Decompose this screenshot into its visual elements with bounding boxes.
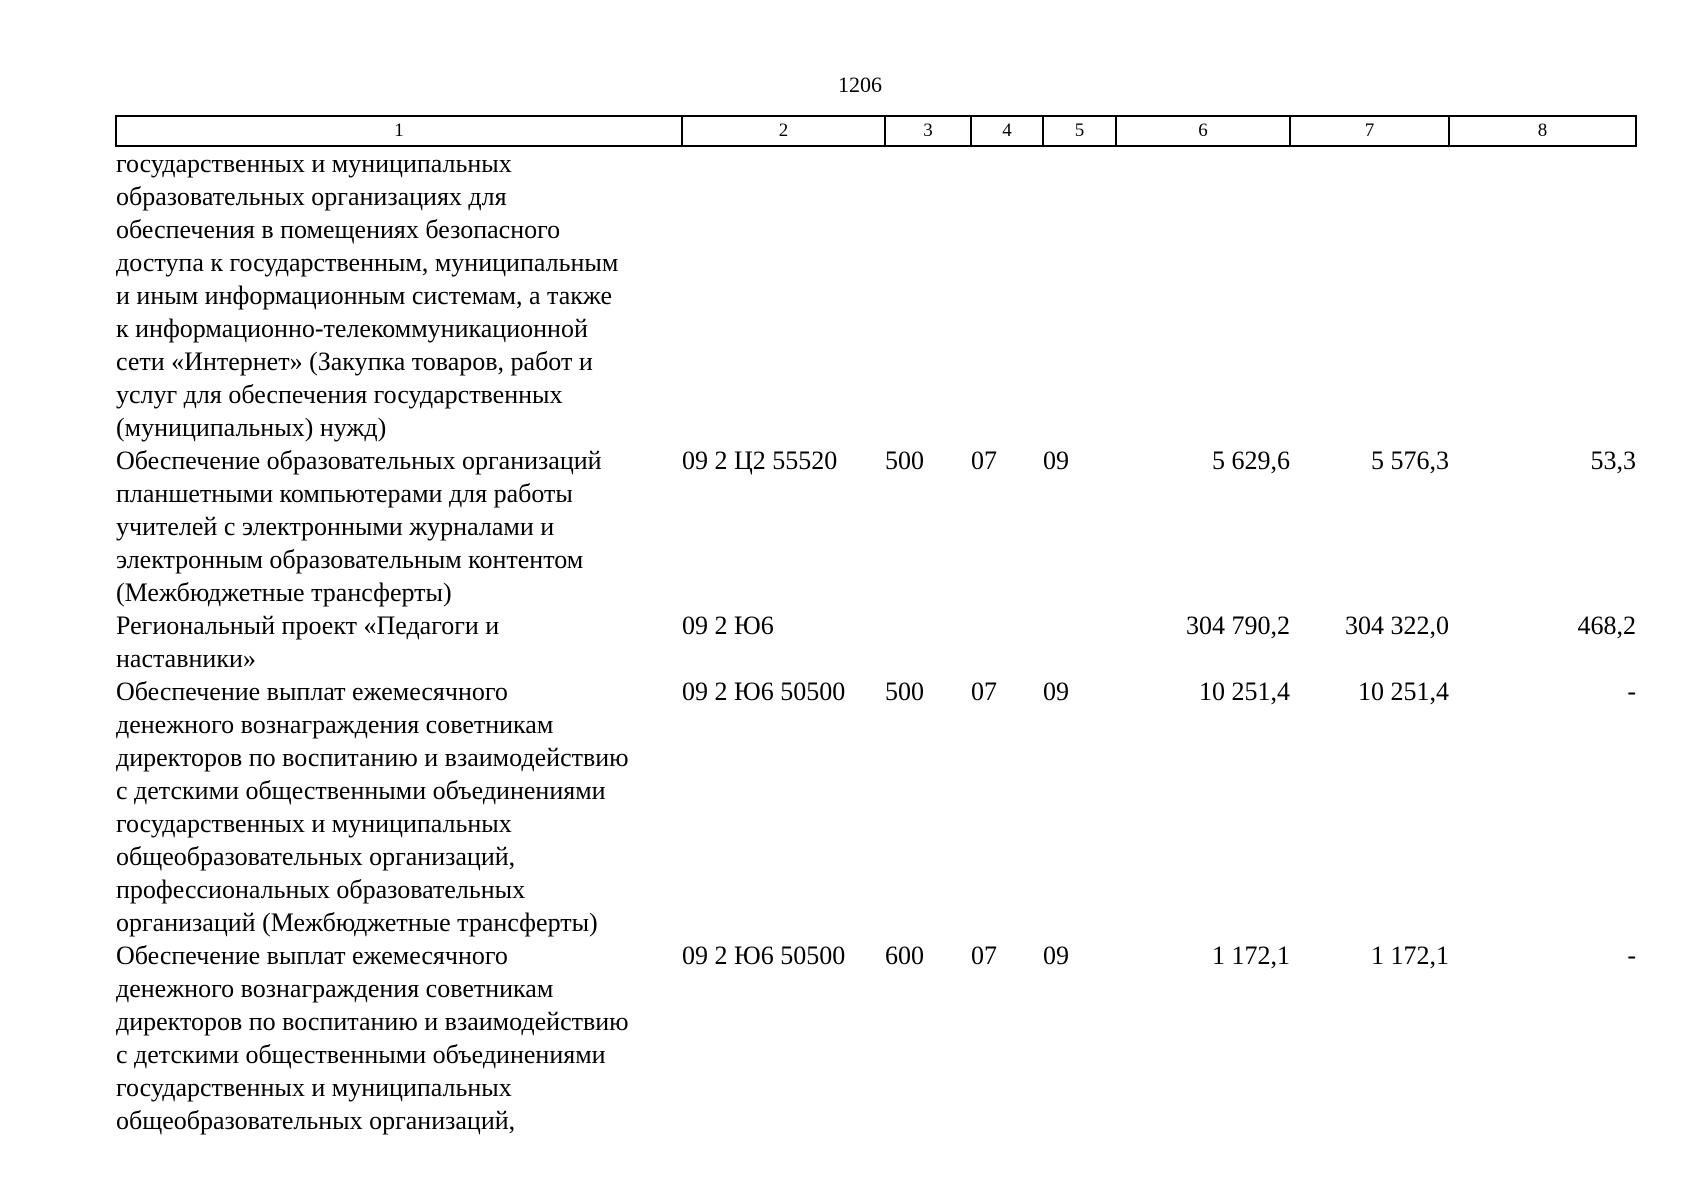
table-row xyxy=(116,939,1636,1137)
header-cell-col-3: 3 xyxy=(885,116,971,146)
cell-value-col-8: - xyxy=(1627,941,1636,970)
cell-expense-type: 600 xyxy=(885,941,924,970)
cell-description xyxy=(116,675,682,939)
cell-subsection xyxy=(1043,146,1116,444)
cell-value-col-6: 5 629,6 xyxy=(1212,446,1290,475)
cell-description xyxy=(116,146,682,444)
description-line: общеобразовательных организаций, xyxy=(116,842,516,871)
cell-section: 07 xyxy=(971,677,997,706)
description-line: сети «Интернет» (Закупка товаров, работ и xyxy=(116,347,593,376)
table-row xyxy=(116,609,1636,675)
description-line: профессиональных образовательных xyxy=(116,875,526,904)
cell-value-col-6: 1 172,1 xyxy=(1212,941,1290,970)
table-row xyxy=(116,444,1636,609)
cell-value-col-8: 53,3 xyxy=(1590,446,1636,475)
cell-value-col-6 xyxy=(1116,146,1290,444)
description-line: организаций (Межбюджетные трансферты) xyxy=(116,908,598,937)
header-row xyxy=(116,116,1636,146)
cell-expense-type xyxy=(885,609,971,675)
description-line: образовательных организациях для xyxy=(116,182,507,211)
description-line: с детскими общественными объединениями xyxy=(116,776,606,805)
cell-description xyxy=(116,444,682,609)
cell-expense-type: 500 xyxy=(885,446,924,475)
description-line: государственных и муниципальных xyxy=(116,809,512,838)
table-row xyxy=(116,146,1636,444)
cell-target-code: 09 2 Ц2 55520 xyxy=(682,446,838,475)
description-line: денежного вознаграждения советникам xyxy=(116,974,554,1003)
cell-target-code xyxy=(682,146,885,444)
description-line: к информационно-телекоммуникационной xyxy=(116,314,588,343)
description-line: Обеспечение выплат ежемесячного xyxy=(116,941,508,970)
cell-value-col-8: - xyxy=(1627,677,1636,706)
cell-subsection xyxy=(1043,609,1116,675)
budget-table xyxy=(115,115,1637,1137)
description-line: Обеспечение выплат ежемесячного xyxy=(116,677,508,706)
description-line: электронным образовательным контентом xyxy=(116,545,584,574)
cell-target-code: 09 2 Ю6 xyxy=(682,611,774,640)
cell-expense-type: 500 xyxy=(885,677,924,706)
description-line: государственных и муниципальных xyxy=(116,1073,512,1102)
description-line: учителей с электронными журналами и xyxy=(116,512,555,541)
cell-value-col-8 xyxy=(1449,146,1636,444)
cell-value-col-7 xyxy=(1290,146,1449,444)
description-line: (Межбюджетные трансферты) xyxy=(116,578,452,607)
header-cell-col-2: 2 xyxy=(682,116,885,146)
header-cell-col-1: 1 xyxy=(116,116,682,146)
description-line: обеспечения в помещениях безопасного xyxy=(116,215,561,244)
table-body xyxy=(116,146,1636,1137)
cell-value-col-6: 304 790,2 xyxy=(1186,611,1290,640)
header-cell-col-4: 4 xyxy=(971,116,1043,146)
description-line: государственных и муниципальных xyxy=(116,149,512,178)
page-number: 1206 xyxy=(838,72,882,97)
budget-table-container xyxy=(115,115,1635,1137)
cell-value-col-8: 468,2 xyxy=(1577,611,1636,640)
cell-section xyxy=(971,146,1043,444)
cell-description xyxy=(116,609,682,675)
description-line: денежного вознаграждения советникам xyxy=(116,710,554,739)
description-line: с детскими общественными объединениями xyxy=(116,1040,606,1069)
cell-value-col-7: 10 251,4 xyxy=(1358,677,1449,706)
cell-subsection: 09 xyxy=(1043,446,1069,475)
cell-value-col-7: 5 576,3 xyxy=(1371,446,1449,475)
cell-description xyxy=(116,939,682,1137)
cell-expense-type xyxy=(885,146,971,444)
cell-section xyxy=(971,609,1043,675)
description-line: Региональный проект «Педагоги и xyxy=(116,611,500,640)
cell-value-col-6: 10 251,4 xyxy=(1199,677,1290,706)
description-line: (муниципальных) нужд) xyxy=(116,413,387,442)
cell-section: 07 xyxy=(971,446,997,475)
header-cell-col-8: 8 xyxy=(1449,116,1636,146)
cell-subsection: 09 xyxy=(1043,677,1069,706)
cell-target-code: 09 2 Ю6 50500 xyxy=(682,677,846,706)
description-line: планшетными компьютерами для работы xyxy=(116,479,573,508)
description-line: директоров по воспитанию и взаимодействию xyxy=(116,743,629,772)
description-line: директоров по воспитанию и взаимодействию xyxy=(116,1007,629,1036)
cell-target-code: 09 2 Ю6 50500 xyxy=(682,941,846,970)
cell-value-col-7: 1 172,1 xyxy=(1371,941,1449,970)
description-line: наставники» xyxy=(116,644,256,673)
description-line: Обеспечение образовательных организаций xyxy=(116,446,602,475)
header-cell-col-7: 7 xyxy=(1290,116,1449,146)
cell-section: 07 xyxy=(971,941,997,970)
header-cell-col-5: 5 xyxy=(1043,116,1116,146)
cell-subsection: 09 xyxy=(1043,941,1069,970)
description-line: услуг для обеспечения государственных xyxy=(116,380,563,409)
description-line: доступа к государственным, муниципальным xyxy=(116,248,619,277)
table-row xyxy=(116,675,1636,939)
header-cell-col-6: 6 xyxy=(1116,116,1290,146)
description-line: общеобразовательных организаций, xyxy=(116,1106,516,1135)
cell-value-col-7: 304 322,0 xyxy=(1345,611,1449,640)
table-header xyxy=(116,116,1636,146)
description-line: и иным информационным системам, а также xyxy=(116,281,613,310)
